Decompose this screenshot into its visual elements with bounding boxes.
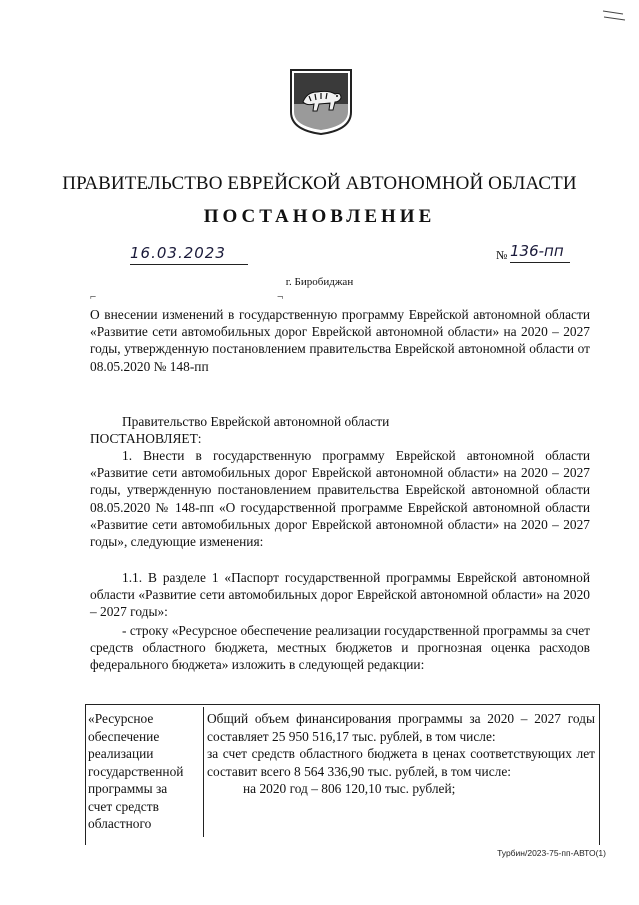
left-line: «Ресурсное — [88, 711, 154, 726]
government-line: Правительство Еврейской автономной области — [122, 414, 390, 429]
regional-budget: за счет средств областного бюджета в ценах соответствующих лет составит всего 8 564 336,90 тыс. рублей, в том числе: — [207, 746, 595, 779]
table-right-cell — [204, 707, 599, 837]
decree-number-label: № — [496, 248, 508, 262]
item-1-1: 1.1. В разделе 1 «Паспорт государственной программы Еврейской автономной области «Развитие сети автомобильных дорог Еврейской автономной области» на 2020 – 2027 годы»: — [90, 570, 590, 620]
left-line: счет средств — [88, 798, 159, 814]
item-1: 1. Внести в государственную программу Еврейской автономной области «Развитие сети автомобильных дорог Еврейской автономной области» на 2020 – 2027 годы, утвержденную постановлением правительства Еврейской автономной области 08.05.2020 № 148-пп «О государственной программе Еврейской автономной области «Развитие сети автомобильных дорог Еврейской автономной области» на 2020 – 2027 годы», следующие изменения: — [90, 448, 590, 550]
document-type: ПОСТАНОВЛЕНИЕ — [203, 206, 436, 227]
corner-mark-left: ⌐ — [90, 291, 97, 303]
coat-of-arms-tiger-icon — [289, 68, 353, 136]
line-item: - строку «Ресурсное обеспечение реализации государственной программы за счет средств областного бюджета, местных бюджетов и прогнозная оценка расходов федерального бюджета» изложить в следующей редакции: — [90, 623, 590, 673]
decree-intro: О внесении изменений в государственную программу Еврейской автономной области «Развитие сети автомобильных дорог Еврейской автономной области» на 2020 – 2027 годы, утвержденную постановлением правительства Еврейской автономной области от 08.05.2020 № 148-пп — [90, 307, 590, 374]
city: г. Биробиджан — [285, 276, 354, 288]
left-line: областного — [88, 816, 152, 831]
corner-mark-right: ¬ — [277, 291, 284, 303]
decree-date: 16.03.2023 — [130, 244, 248, 265]
table-left-cell — [85, 707, 204, 837]
decree-number: 136-пп — [510, 242, 570, 263]
year-2020: на 2020 год – 806 120,10 тыс. рублей; — [243, 781, 456, 796]
left-line: обеспечение — [88, 728, 160, 744]
table-row — [85, 707, 598, 837]
left-line: программы за — [88, 781, 168, 796]
left-line: реализации — [88, 746, 154, 761]
resource-table — [85, 707, 598, 837]
government-title: ПРАВИТЕЛЬСТВО ЕВРЕЙСКОЙ АВТОНОМНОЙ ОБЛАСТИ — [62, 173, 577, 194]
footer-code: Турбин/2023-75-пп-АВТО(1) — [497, 848, 606, 858]
total-funding: Общий объем финансирования программы за 2020 – 2027 годы составляет 25 950 516,17 тыс. рублей, в том числе: — [207, 711, 595, 744]
left-line: государственной — [88, 763, 184, 779]
corner-scribble-icon — [601, 8, 627, 24]
decrees-line: ПОСТАНОВЛЯЕТ: — [90, 431, 202, 446]
